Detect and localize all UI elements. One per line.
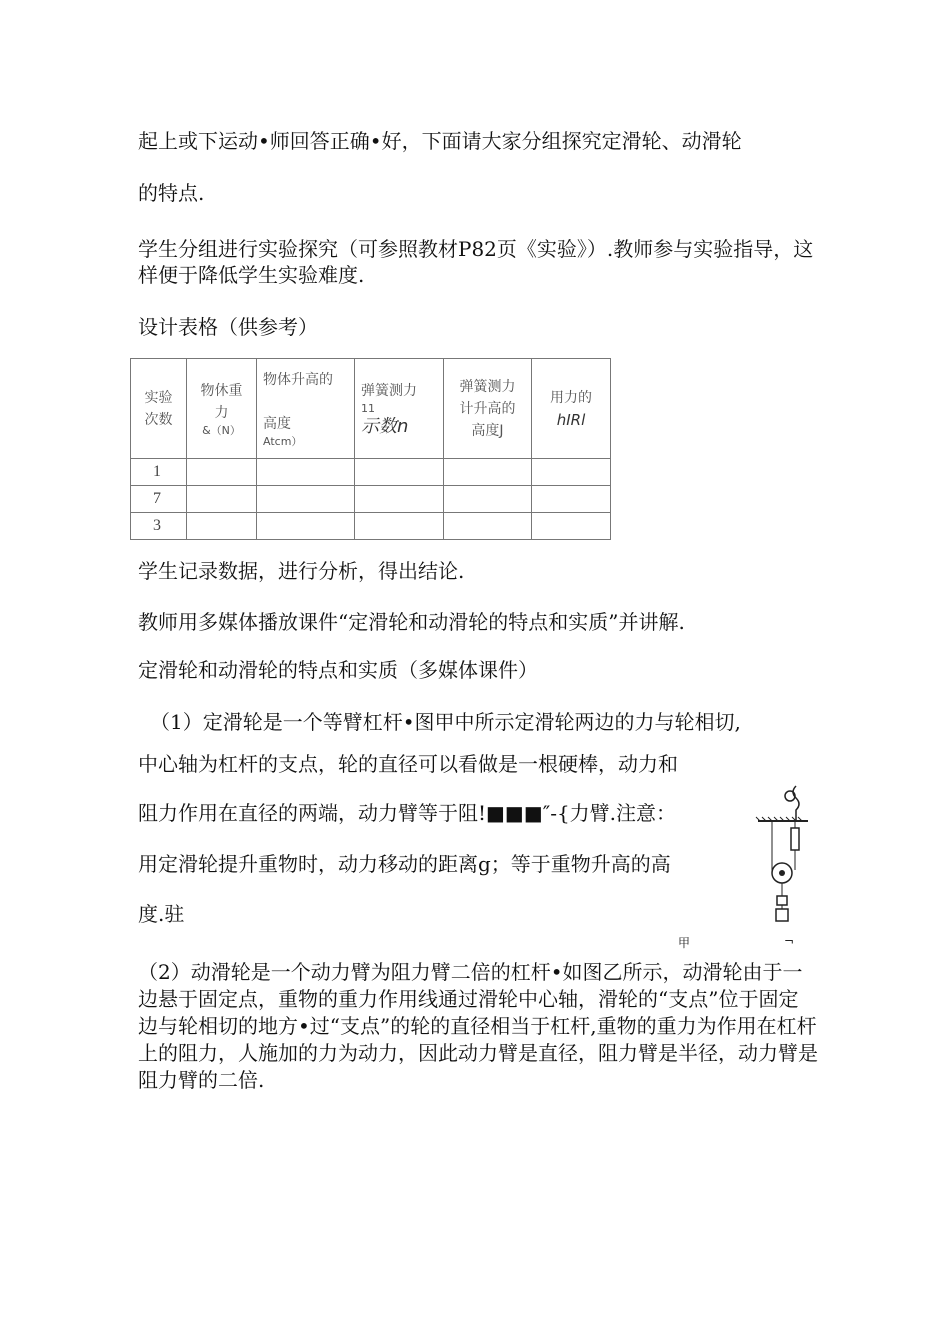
table-row: [131, 486, 611, 513]
paragraph-6: 定滑轮和动滑轮的特点和实质（多媒体课件）: [138, 658, 538, 682]
paragraph-7-line4: 用定滑轮提升重物时，动力移动的距离g；等于重物升高的高: [138, 852, 671, 876]
figure-caption-left: 甲: [678, 936, 691, 950]
figure-caption-right: ¬: [784, 934, 795, 948]
table-row: [131, 513, 611, 540]
paragraph-1: 起上或下运动•师回答正确•好，下面请大家分组探究定滑轮、动滑轮: [138, 129, 742, 153]
paragraph-8: （2）动滑轮是一个动力臂为阻力臂二倍的杠杆•如图乙所示，动滑轮由于一边悬于固定点，重物的重力作用线通过滑轮中心轴，滑轮的“支点”位于固定边与轮相切的地方•过“支点”的轮的直径相当于杠杆,重物的重力为作用在杠杆上的阻力，人施加的力为动力，因此动力臂是直径，阻力臂是半径，动力臂是阻力臂的二倍.: [138, 960, 818, 1092]
paragraph-7-line2: 中心轴为杠杆的支点，轮的直径可以看做是一根硬棒，动力和: [138, 752, 678, 776]
header-object-height: 物体升高的 高度 Atcm）: [257, 359, 355, 459]
paragraph-2: 学生分组进行实验探究（可参照教材P82页《实验》）.教师参与实验指导，这样便于降低学生实验难度.: [138, 237, 814, 287]
header-object-weight: 物休重 力 &（N）: [187, 359, 257, 459]
paragraph-4: 学生记录数据，进行分析，得出结论.: [138, 559, 465, 583]
header-force-ratio: 用力的 hIRl: [532, 359, 611, 459]
paragraph-3: 设计表格（供参考）: [138, 315, 318, 339]
paragraph-5: 教师用多媒体播放课件“定滑轮和动滑轮的特点和实质”并讲解.: [138, 610, 685, 634]
row-number: 1: [131, 459, 187, 486]
paragraph-7-line5: 度.驻: [138, 902, 185, 926]
header-trial-count: 实验 次数: [131, 359, 187, 459]
paragraph-7: （1）定滑轮是一个等臂杠杆•图甲中所示定滑轮两边的力与轮相切,: [150, 710, 741, 734]
header-spring-reading: 弹簧测力 11 示数n: [355, 359, 444, 459]
pulley-figure: [752, 778, 812, 928]
paragraph-1-cont: 的特点.: [138, 181, 205, 205]
paragraph-7-line3: 阻力作用在直径的两端，动力臂等于阻!■■■″-{力臂.注意：: [138, 801, 677, 825]
experiment-table: [130, 358, 611, 540]
row-number: 3: [131, 513, 187, 540]
row-number: 7: [131, 486, 187, 513]
table-row: [131, 459, 611, 486]
table-header-row: [131, 359, 611, 459]
header-spring-height: 弹簧测力 计升高的 高度J: [444, 359, 532, 459]
